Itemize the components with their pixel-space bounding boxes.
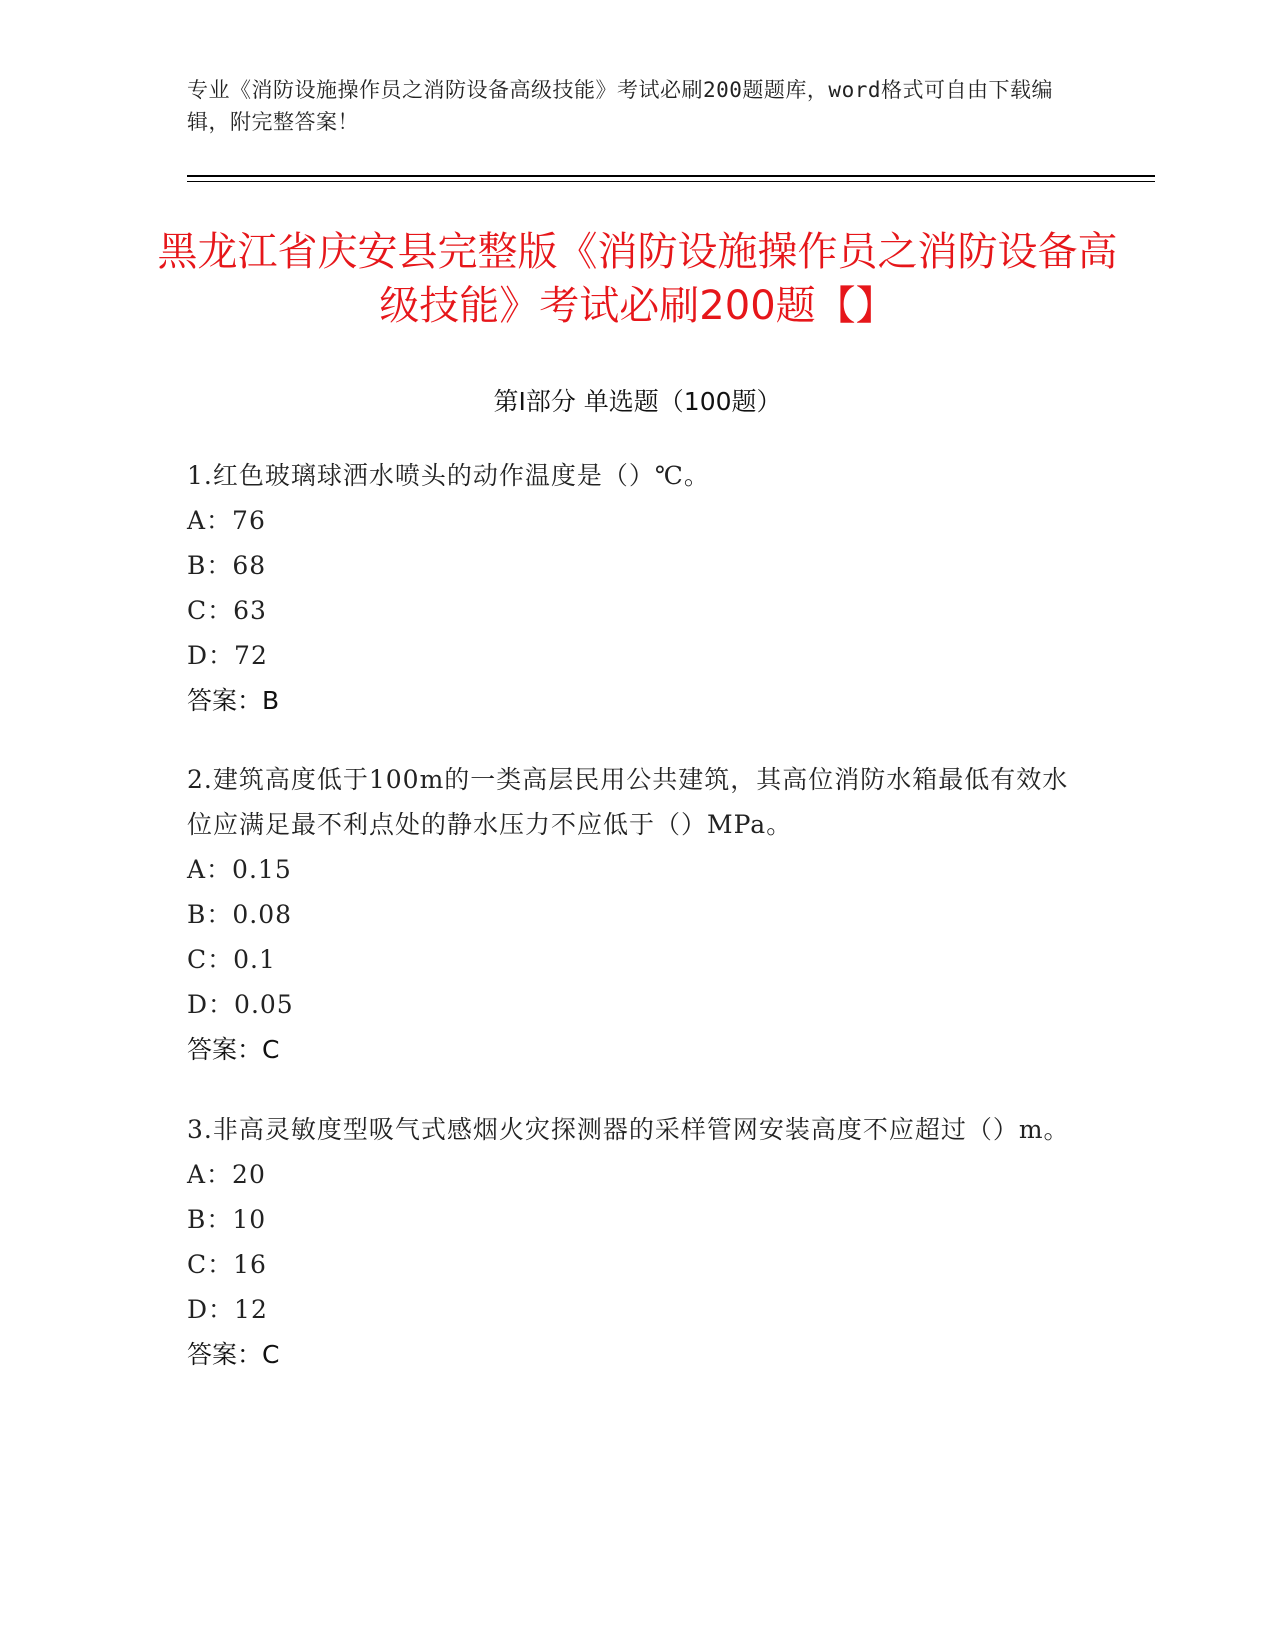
header-divider xyxy=(187,175,1155,177)
option-b: B：10 xyxy=(187,1205,267,1234)
option-b: B：68 xyxy=(187,551,267,580)
option-c: C：16 xyxy=(187,1250,267,1279)
document-title: 黑龙江省庆安县完整版《消防设施操作员之消防设备高级技能》考试必刷200题【】 xyxy=(157,229,1118,329)
question-1 xyxy=(187,453,1087,723)
answer: 答案：C xyxy=(187,1035,280,1064)
option-a: A：0.15 xyxy=(187,855,292,884)
answer: 答案：C xyxy=(187,1340,280,1369)
question-text: 3.非高灵敏度型吸气式感烟火灾探测器的采样管网安装高度不应超过（）m。 xyxy=(187,1115,1070,1144)
option-c: C：0.1 xyxy=(187,945,276,974)
question-3 xyxy=(187,1107,1087,1377)
question-text: 1.红色玻璃球洒水喷头的动作温度是（）℃。 xyxy=(187,461,710,490)
option-c: C：63 xyxy=(187,596,267,625)
question-text: 2.建筑高度低于100m的一类高层民用公共建筑，其高位消防水箱最低有效水位应满足最不利点处的静水压力不应低于（）MPa。 xyxy=(187,765,1069,839)
option-b: B：0.08 xyxy=(187,900,293,929)
header-divider-thin xyxy=(187,181,1155,182)
option-d: D：0.05 xyxy=(187,990,294,1019)
section-title: 第Ⅰ部分 单选题（100题） xyxy=(493,387,782,416)
question-2 xyxy=(187,757,1087,1072)
option-d: D：12 xyxy=(187,1295,268,1324)
answer: 答案：B xyxy=(187,686,280,715)
option-a: A：76 xyxy=(187,506,266,535)
option-d: D：72 xyxy=(187,641,268,670)
header-note: 专业《消防设施操作员之消防设备高级技能》考试必刷200题题库，word格式可自由下载编辑，附完整答案！ xyxy=(187,78,1053,134)
option-a: A：20 xyxy=(187,1160,266,1189)
